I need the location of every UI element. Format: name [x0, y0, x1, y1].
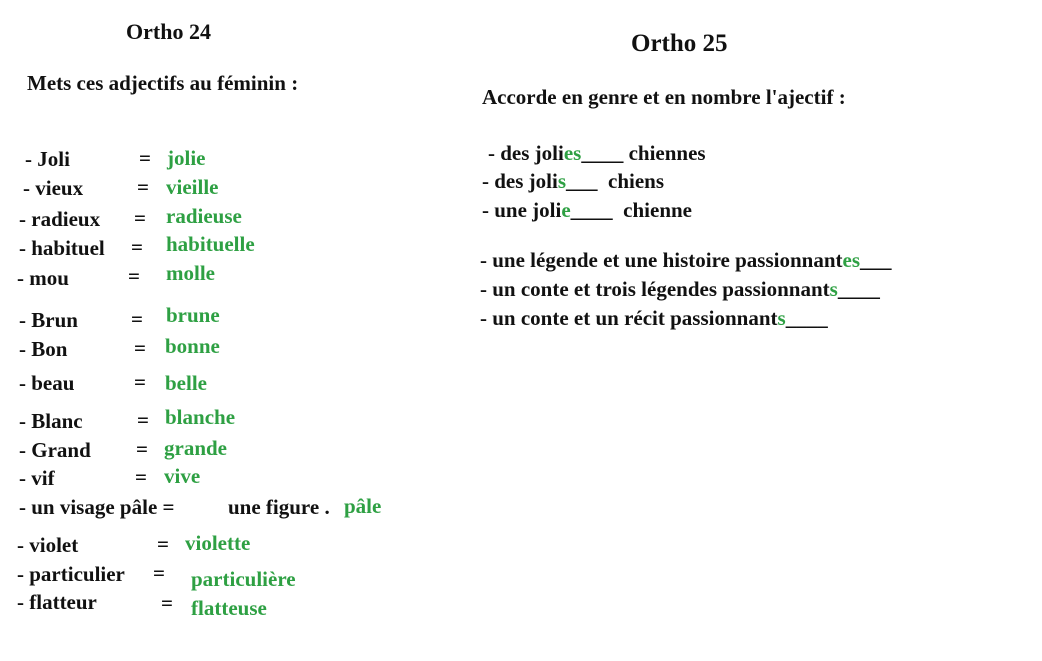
ortho24-answer: vive	[164, 464, 201, 488]
item-text: - un conte et un récit passionnant	[480, 306, 778, 330]
ortho24-title: Ortho 24	[126, 19, 211, 44]
equals-sign: =	[131, 235, 143, 259]
answer-blank: ____	[785, 306, 828, 330]
ortho24-middle-text: une figure .	[228, 495, 330, 519]
ortho24-term: - Grand	[19, 438, 91, 462]
ortho25-title: Ortho 25	[631, 30, 728, 57]
equals-sign: =	[153, 561, 165, 585]
equals-sign: =	[137, 408, 149, 432]
item-answer: e	[561, 198, 571, 222]
ortho24-answer: particulière	[191, 567, 296, 591]
ortho24-instruction: Mets ces adjectifs au féminin :	[27, 71, 299, 95]
ortho24-answer: radieuse	[166, 204, 242, 228]
ortho24-term: - violet	[17, 533, 79, 557]
item-answer: s	[557, 169, 567, 193]
ortho25-item	[482, 200, 692, 221]
item-text: - un conte et trois légendes passionnant	[480, 277, 830, 301]
item-text: - des joli	[482, 169, 558, 193]
ortho24-answer: blanche	[165, 405, 236, 429]
equals-sign: =	[136, 437, 148, 461]
ortho24-answer: pâle	[344, 494, 382, 518]
item-answer: es	[842, 248, 860, 272]
ortho24-term: - un visage pâle =	[19, 495, 175, 519]
answer-blank: ____	[581, 141, 624, 165]
ortho24-term: - Brun	[19, 308, 78, 332]
ortho24-term: - particulier	[17, 562, 125, 586]
equals-sign: =	[134, 336, 146, 360]
answer-blank: ____	[837, 277, 880, 301]
ortho24-term: - radieux	[19, 207, 101, 231]
equals-sign: =	[134, 370, 146, 394]
item-text: - une légende et une histoire passionnant	[480, 248, 843, 272]
ortho24-term: - vif	[19, 466, 55, 490]
item-answer: es	[563, 141, 582, 165]
item-answer: s	[777, 306, 786, 330]
ortho24-answer: belle	[165, 371, 207, 395]
ortho24-answer: violette	[185, 531, 251, 555]
ortho25-item	[480, 308, 828, 329]
ortho24-term: - Bon	[19, 337, 68, 361]
equals-sign: =	[157, 532, 169, 556]
ortho24-term: - vieux	[23, 176, 84, 200]
ortho24-answer: flatteuse	[191, 596, 267, 620]
ortho25-instruction: Accorde en genre et en nombre l'ajectif :	[482, 85, 846, 109]
ortho24-answer: brune	[166, 303, 220, 327]
ortho24-answer: habituelle	[166, 232, 255, 256]
item-ending: chiennes	[623, 141, 706, 165]
ortho24-term: - beau	[19, 371, 75, 395]
answer-blank: ___	[860, 248, 892, 272]
ortho25-item	[480, 250, 892, 271]
equals-sign: =	[134, 206, 146, 230]
ortho24-term: - Joli	[25, 147, 70, 171]
equals-sign: =	[137, 175, 149, 199]
ortho24-term: - flatteur	[17, 590, 97, 614]
answer-blank: ___	[566, 169, 598, 193]
item-ending: chienne	[612, 198, 693, 222]
ortho24-term: - mou	[17, 266, 69, 290]
ortho25-item	[482, 171, 664, 192]
ortho25-item	[488, 143, 706, 164]
equals-sign: =	[139, 146, 151, 170]
ortho24-term: - habituel	[19, 236, 105, 260]
equals-sign: =	[135, 465, 147, 489]
equals-sign: =	[128, 264, 140, 288]
ortho24-answer: vieille	[166, 175, 219, 199]
item-answer: s	[829, 277, 838, 301]
equals-sign: =	[161, 591, 173, 615]
ortho25-item	[480, 279, 880, 300]
ortho24-answer: bonne	[165, 334, 220, 358]
ortho24-answer: grande	[164, 436, 227, 460]
item-ending: chiens	[597, 169, 665, 193]
equals-sign: =	[131, 307, 143, 331]
item-text: - une joli	[482, 198, 562, 222]
ortho24-answer: jolie	[167, 146, 206, 170]
ortho24-answer: molle	[166, 261, 215, 285]
ortho24-term: - Blanc	[19, 409, 83, 433]
answer-blank: ____	[570, 198, 613, 222]
item-text: - des joli	[488, 141, 564, 165]
